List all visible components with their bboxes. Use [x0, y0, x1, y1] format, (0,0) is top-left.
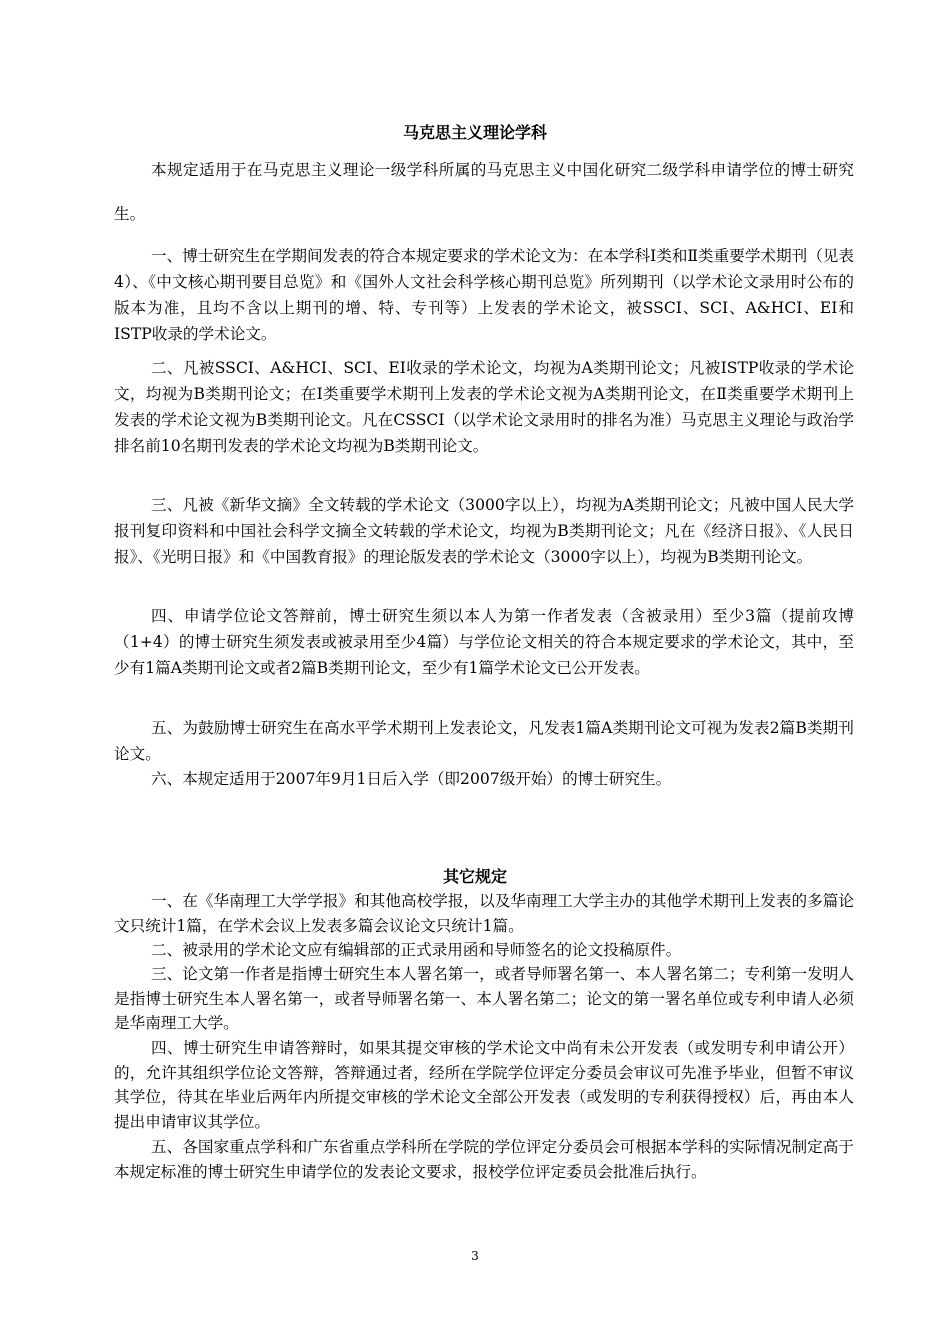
paragraph: 四、申请学位论文答辩前，博士研究生须以本人为第一作者发表（含被录用）至少3篇（提前攻博（1+4）的博士研究生须发表或被录用至少4篇）与学位论文相关的符合本规定要求的学术论文，其中，至少有1篇A类期刊论文或者2篇B类期刊论文，至少有1篇学术论文已公开发表。: [114, 607, 854, 677]
paragraph: 四、博士研究生申请答辩时，如果其提交审核的学术论文中尚有未公开发表（或发明专利申请公开）的，允许其组织学位论文答辩，答辩通过者，经所在学院学位评定分委员会审议可先准予毕业，但暂不审议其学位，待其在毕业后两年内所提交审核的学术论文全部公开发表（或发明的专利获得授权）后，再由本人提出申请审议其学位。: [114, 1039, 854, 1131]
paragraph: 三、凡被《新华文摘》全文转载的学术论文（3000字以上），均视为A类期刊论文；凡被中国人民大学报刊复印资料和中国社会科学文摘全文转载的学术论文，均视为B类期刊论文；凡在《经济日报》、《人民日报》、《光明日报》和《中国教育报》的理论版发表的学术论文（3000字以上），均视为B类期刊论文。: [114, 496, 854, 566]
paragraph: 本规定适用于在马克思主义理论一级学科所属的马克思主义中国化研究二级学科申请学位的博士研究生。: [114, 161, 854, 223]
paragraph: 五、为鼓励博士研究生在高水平学术期刊上发表论文，凡发表1篇A类期刊论文可视为发表2篇B类期刊论文。: [114, 719, 854, 763]
paragraph: 二、凡被SSCI、A&HCI、SCI、EI收录的学术论文，均视为A类期刊论文；凡被ISTP收录的学术论文，均视为B类期刊论文；在Ⅰ类重要学术期刊上发表的学术论文视为A类期刊论文，在Ⅱ类重要学术期刊上发表的学术论文视为B类期刊论文。凡在CSSCI（以学术论文录用时的排名为准）马克思主义理论与政治学排名前10名期刊发表的学术论文均视为B类期刊论文。: [114, 359, 854, 455]
paragraph: 三、论文第一作者是指博士研究生本人署名第一，或者导师署名第一、本人署名第二；专利第一发明人是指博士研究生本人署名第一，或者导师署名第一、本人署名第二；论文的第一署名单位或专利申请人必须是华南理工大学。: [114, 965, 854, 1032]
paragraph: 二、被录用的学术论文应有编辑部的正式录用函和导师签名的论文投稿原件。: [151, 941, 682, 959]
paragraph: 一、在《华南理工大学学报》和其他高校学报，以及华南理工大学主办的其他学术期刊上发表的多篇论文只统计1篇，在学术会议上发表多篇会议论文只统计1篇。: [114, 892, 854, 935]
section-title: 其它规定: [442, 867, 507, 886]
paragraph: 五、各国家重点学科和广东省重点学科所在学院的学位评定分委员会可根据本学科的实际情况制定高于本规定标准的博士研究生申请学位的发表论文要求，报校学位评定委员会批准后执行。: [114, 1138, 854, 1181]
section-title: 马克思主义理论学科: [402, 123, 547, 142]
paragraph: 六、本规定适用于2007年9月1日后入学（即2007级开始）的博士研究生。: [151, 770, 672, 788]
paragraph: 一、博士研究生在学期间发表的符合本规定要求的学术论文为：在本学科Ⅰ类和Ⅱ类重要学术期刊（见表4）、《中文核心期刊要目总览》和《国外人文社会科学核心期刊总览》所列期刊（以学术论文录用时公布的版本为准，且均不含以上期刊的增、特、专刊等）上发表的学术论文，被SSCI、SCI、A&HCI、EI和ISTP收录的学术论文。: [114, 247, 854, 343]
page-number: 3: [471, 1249, 479, 1263]
